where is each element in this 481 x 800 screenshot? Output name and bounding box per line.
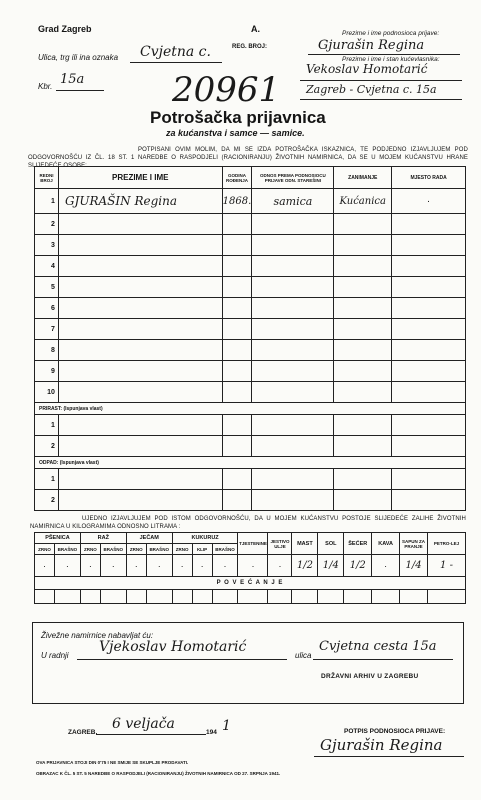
row-number: 3: [35, 235, 59, 256]
col-mjesto-rada: MJESTO RADA: [392, 167, 466, 189]
povecanje-blank-row: [35, 590, 466, 604]
cell: [222, 256, 252, 277]
table-row: [35, 277, 466, 298]
price-note: OVA PRIJAVNICA STOJI DIN 0'75 I NE SMIJE SE SKUPLJE PRODAVATI.: [36, 760, 189, 765]
date-line: [96, 734, 206, 735]
povecanje-row: [35, 577, 466, 590]
cell: [334, 319, 392, 340]
member-name: GJURAŠIN Regina: [58, 189, 222, 214]
table-row: [35, 361, 466, 382]
cell: [58, 490, 222, 511]
prirast-label: PRIRAST: (Ispunjava vlast): [35, 403, 466, 415]
sub-brasno: BRAŠNO: [146, 544, 172, 555]
year-prefix: 194: [206, 729, 217, 736]
cell: [252, 415, 334, 436]
year-suffix: 1: [222, 718, 231, 734]
table-row: [35, 382, 466, 403]
group-raz: RAŽ: [80, 533, 126, 544]
cell: [222, 214, 252, 235]
cell: [334, 298, 392, 319]
cell: [428, 590, 466, 604]
cell: [252, 382, 334, 403]
cell: [392, 235, 466, 256]
cell: [222, 235, 252, 256]
cell: [222, 382, 252, 403]
cell: [58, 319, 222, 340]
stock-value: ·: [100, 555, 126, 577]
cell: [54, 590, 80, 604]
cell: [222, 277, 252, 298]
cell: [268, 590, 292, 604]
street-label: Ulica, trg ili ina oznaka: [38, 53, 119, 62]
stock-value: ·: [80, 555, 100, 577]
cell: [222, 490, 252, 511]
table-row: [35, 490, 466, 511]
cell: [392, 340, 466, 361]
table-row: [35, 415, 466, 436]
applicant-line: [308, 54, 460, 55]
stock-value: ·: [268, 555, 292, 577]
col-sapun: SAPUN ZA PRANJE: [400, 533, 428, 555]
cell: [58, 361, 222, 382]
row-number: 6: [35, 298, 59, 319]
intro-text: POTPISANI OVIM MOLIM, DA MI SE IZDA POTROŠAČKA ISKAZNICA, TE PODJEDNO IZJAVLJUJEM POD ODGOVORNOŠĆU IZ ČL. 18 ST. 1 NAREDBE O RASPODJELI (RACIONIRANJU) ŽIVOTNIH NAMIRNICA, DA SE U MOJEM KUĆANSTVU HRANE SLIJEDEĆE OSOBE:: [28, 147, 468, 169]
row-number: 2: [35, 490, 59, 511]
shop-street-value: Cvjetna cesta 15a: [319, 639, 437, 654]
row-number: 9: [35, 361, 59, 382]
cell: [334, 361, 392, 382]
cell: [100, 590, 126, 604]
stock-value: ·: [172, 555, 192, 577]
cell: [252, 256, 334, 277]
cell: [392, 319, 466, 340]
cell: [334, 490, 392, 511]
table-row: [35, 214, 466, 235]
cell: [222, 361, 252, 382]
cell: [334, 256, 392, 277]
stock-value: ·: [54, 555, 80, 577]
cell: [392, 256, 466, 277]
group-jecam: JEČAM: [126, 533, 172, 544]
cell: [58, 277, 222, 298]
cell: [392, 469, 466, 490]
owner-line: [300, 80, 462, 81]
purchase-label: Živežne namirnice nabavljat ću:: [41, 631, 154, 640]
col-zanimanje: ZANIMANJE: [334, 167, 392, 189]
stock-value: ·: [35, 555, 55, 577]
cell: [58, 436, 222, 457]
cell: [58, 235, 222, 256]
stock-intro: UJEDNO IZJAVLJUJEM POD ISTOM ODGOVORNOŠĆU, DA U MOJEM KUĆANSTVU POSTOJE SLIJEDEĆE ZALIHE ŽIVOTNIH NAMIRNICA U KILOGRAMIMA ODNOSNO LITRAMA :: [30, 516, 466, 530]
date-value: 6 veljača: [112, 716, 175, 732]
cell: [252, 490, 334, 511]
cell: [172, 590, 192, 604]
stock-values-row: [35, 555, 466, 577]
signature-line: [314, 756, 464, 757]
cell: [222, 319, 252, 340]
form-letter: A.: [251, 24, 260, 34]
cell: [58, 298, 222, 319]
stock-value-sol: 1/4: [318, 555, 344, 577]
col-kava: KAVA: [372, 533, 400, 555]
shop-line: [77, 659, 287, 660]
cell: [252, 361, 334, 382]
cell: [58, 382, 222, 403]
cell: [400, 590, 428, 604]
table-row: [35, 340, 466, 361]
cell: [252, 214, 334, 235]
cell: [392, 214, 466, 235]
street-line: [130, 62, 222, 63]
sub-zrno: ZRNO: [80, 544, 100, 555]
cell: [58, 340, 222, 361]
applicant-value: Gjurašin Regina: [318, 38, 425, 53]
col-ulje: JESTIVO ULJE: [268, 533, 292, 555]
form-reference: OBRAZAC K ČL. 5 ST. 5 NAREDBE O RASPODJELI (RACIONIRANJU) ŽIVOTNIH NAMIRNICA OD 27. SRPNJA 1941.: [36, 771, 281, 776]
cell: [252, 469, 334, 490]
registration-number: 20961: [172, 70, 281, 110]
prirast-row: [35, 403, 466, 415]
cell: [292, 590, 318, 604]
cell: [58, 214, 222, 235]
stock-value: ·: [212, 555, 238, 577]
stock-value: ·: [192, 555, 212, 577]
cell: [334, 415, 392, 436]
cell: [146, 590, 172, 604]
table-row: [35, 436, 466, 457]
row-number: 2: [35, 436, 59, 457]
group-kukuruz: KUKURUZ: [172, 533, 238, 544]
cell: [392, 277, 466, 298]
cell: [252, 319, 334, 340]
sub-brasno: BRAŠNO: [212, 544, 238, 555]
kbr-line: [56, 90, 104, 91]
table-row: [35, 319, 466, 340]
form-subtitle: za kućanstva i samce — samice.: [166, 128, 305, 138]
cell: [126, 590, 146, 604]
sub-zrno: ZRNO: [172, 544, 192, 555]
cell: [334, 214, 392, 235]
members-header-row: [35, 167, 466, 189]
cell: [222, 469, 252, 490]
applicant-label: Prezime i ime podnosioca prijave:: [342, 30, 440, 37]
cell: [222, 415, 252, 436]
cell: [334, 235, 392, 256]
stock-value-mast: 1/2: [292, 555, 318, 577]
cell: [252, 298, 334, 319]
stock-value: ·: [146, 555, 172, 577]
member-relation: samica: [252, 189, 334, 214]
col-mast: MAST: [292, 533, 318, 555]
col-tjestenine: TJESTENINE: [238, 533, 268, 555]
shop-street-line: [313, 659, 453, 660]
col-sol: SOL: [318, 533, 344, 555]
form-title: Potrošačka prijavnica: [150, 108, 326, 127]
odpad-row: [35, 457, 466, 469]
cell: [334, 382, 392, 403]
archive-stamp: DRŽAVNI ARHIV U ZAGREBU: [321, 673, 419, 680]
table-row: [35, 235, 466, 256]
row-number: 5: [35, 277, 59, 298]
stock-value: ·: [238, 555, 268, 577]
member-place: ·: [392, 189, 466, 214]
cell: [222, 340, 252, 361]
col-godina: GODINA ROĐENJA: [222, 167, 252, 189]
table-row: [35, 189, 466, 214]
cell: [35, 590, 55, 604]
cell: [80, 590, 100, 604]
row-number: 8: [35, 340, 59, 361]
shop-value: Vjekoslav Homotarić: [99, 639, 247, 655]
street-label-2: ulica: [295, 651, 312, 660]
cell: [372, 590, 400, 604]
stock-table: [34, 532, 466, 604]
street-value: Cvjetna c.: [140, 44, 211, 60]
cell: [58, 415, 222, 436]
cell: [58, 256, 222, 277]
cell: [392, 361, 466, 382]
row-number: 1: [35, 469, 59, 490]
cell: [212, 590, 238, 604]
cell: [238, 590, 268, 604]
col-secer: ŠEĆER: [344, 533, 372, 555]
kbr-label: Kbr.: [38, 82, 53, 91]
col-prezime-ime: PREZIME I IME: [58, 167, 222, 189]
address-line: [300, 99, 462, 100]
cell: [392, 298, 466, 319]
cell: [192, 590, 212, 604]
stock-value-secer: 1/2: [344, 555, 372, 577]
signature: Gjurašin Regina: [320, 736, 443, 754]
stock-group-row: [35, 533, 466, 544]
row-number: 7: [35, 319, 59, 340]
owner-address: Zagreb - Cvjetna c. 15a: [306, 83, 437, 96]
cell: [334, 469, 392, 490]
table-row: [35, 256, 466, 277]
cell: [222, 436, 252, 457]
shop-label: U radnji: [41, 651, 69, 660]
cell: [252, 235, 334, 256]
owner-value: Vekoslav Homotarić: [306, 62, 428, 76]
cell: [392, 382, 466, 403]
col-petrolej: PETRO-LEJ: [428, 533, 466, 555]
place-label: ZAGREB,: [68, 729, 98, 736]
stock-value: ·: [126, 555, 146, 577]
sub-zrno: ZRNO: [126, 544, 146, 555]
row-number: 4: [35, 256, 59, 277]
cell: [252, 436, 334, 457]
table-row: [35, 469, 466, 490]
cell: [334, 340, 392, 361]
cell: [392, 490, 466, 511]
sub-brasno: BRAŠNO: [100, 544, 126, 555]
stock-value-sapun: 1/4: [400, 555, 428, 577]
owner-label: Prezime i ime i stan kućevlasnika:: [342, 56, 440, 63]
signature-label: POTPIS PODNOSIOCA PRIJAVE:: [344, 728, 446, 735]
cell: [58, 469, 222, 490]
row-number: 1: [35, 415, 59, 436]
row-number: 2: [35, 214, 59, 235]
cell: [252, 340, 334, 361]
member-year: 1868.: [222, 189, 252, 214]
table-row: [35, 298, 466, 319]
sub-klip: KLIP: [192, 544, 212, 555]
stock-value-kava: ·: [372, 555, 400, 577]
odpad-label: ODPAD: (Ispunjava vlast): [35, 457, 466, 469]
purchase-box: [32, 622, 464, 704]
col-redni-broj: REDNI BROJ: [35, 167, 59, 189]
sub-brasno: BRAŠNO: [54, 544, 80, 555]
reg-label: REG. BROJ:: [232, 44, 268, 50]
cell: [222, 298, 252, 319]
kbr-value: 15a: [60, 72, 85, 87]
row-number: 1: [35, 189, 59, 214]
group-psenica: PŠENICA: [35, 533, 81, 544]
col-odnos: ODNOS PREMA PODNOSIOCU PRIJAVE ODN. STAREŠINI: [252, 167, 334, 189]
cell: [392, 436, 466, 457]
sub-zrno: ZRNO: [35, 544, 55, 555]
povecanje-label: P O V E Ć A N J E: [35, 577, 466, 590]
cell: [318, 590, 344, 604]
cell: [344, 590, 372, 604]
row-number: 10: [35, 382, 59, 403]
cell: [252, 277, 334, 298]
cell: [334, 436, 392, 457]
stock-value-petrolej: 1 -: [428, 555, 466, 577]
cell: [392, 415, 466, 436]
member-occupation: Kućanica: [334, 189, 392, 214]
members-table: [34, 166, 466, 511]
cell: [334, 277, 392, 298]
city-label: Grad Zagreb: [38, 24, 92, 34]
